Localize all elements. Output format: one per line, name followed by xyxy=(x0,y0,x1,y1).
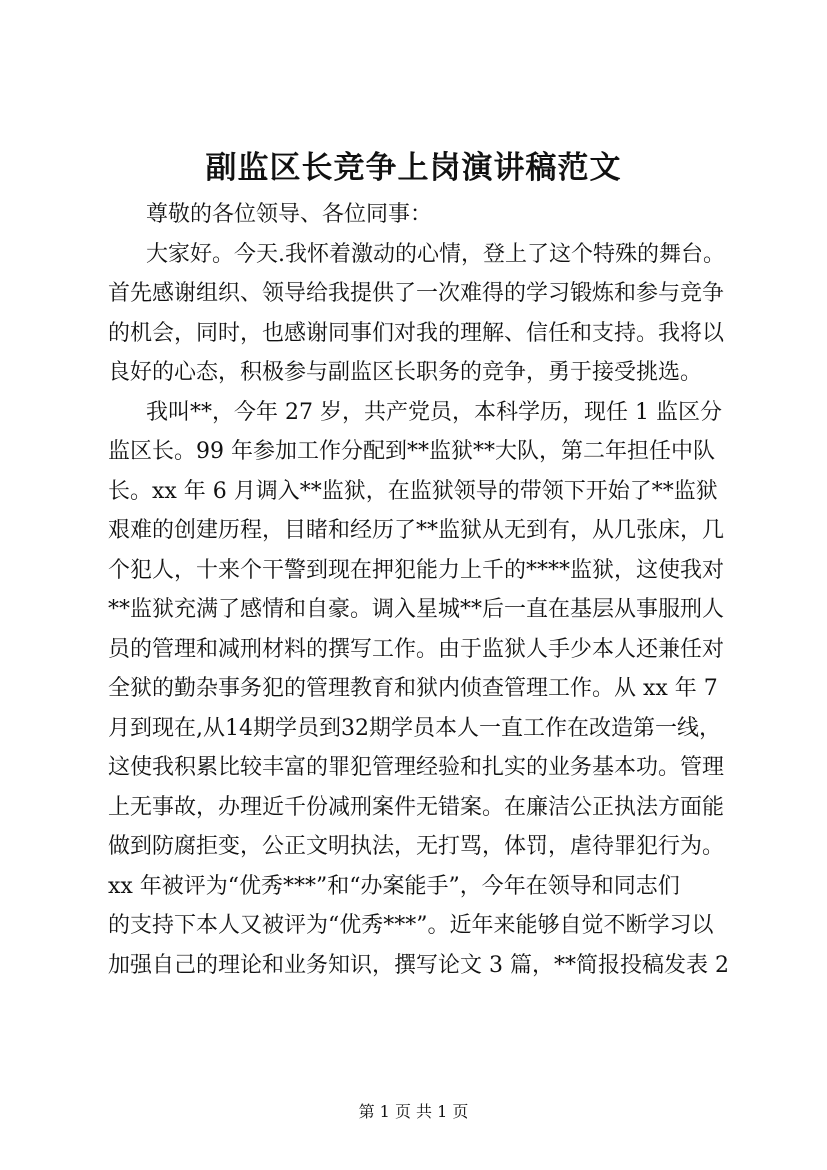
paragraph-line: **监狱充满了感情和自豪。调入星城**后一直在基层从事服刑人 xyxy=(108,597,725,622)
paragraph-line: 上无事故，办理近千份减刑案件无错案。在廉洁公正执法方面能 xyxy=(108,794,725,820)
greeting-line: 尊敬的各位领导、各位同事： xyxy=(146,202,433,227)
paragraph-line: 这使我积累比较丰富的罪犯管理经验和扎实的业务基本功。管理 xyxy=(108,755,725,780)
paragraph-line: 我叫**，今年 27 岁，共产党员，本科学历，现任 1 监区分 xyxy=(146,399,722,425)
paragraph-line: 长。xx 年 6 月调入**监狱，在监狱领导的带领下开始了**监狱 xyxy=(108,478,718,504)
paragraph-line: 的支持下本人又被评为“优秀***”。近年来能够自觉不断学习以 xyxy=(108,913,714,938)
paragraph-line: 全狱的勤杂事务犯的管理教育和狱内侦查管理工作。从 xx 年 7 xyxy=(108,676,718,701)
paragraph-line: 监区长。99 年参加工作分配到**监狱**大队，第二年担任中队 xyxy=(108,439,715,464)
paragraph-line: 的机会，同时，也感谢同事们对我的理解、信任和支持。我将以 xyxy=(108,320,725,346)
paragraph-line: 艰难的创建历程，目睹和经历了**监狱从无到有，从几张床，几 xyxy=(108,518,725,543)
paragraph-line: 大家好。今天.我怀着激动的心情，登上了这个特殊的舞台。 xyxy=(146,241,725,267)
paragraph-line: 做到防腐拒变，公正文明执法，无打骂，体罚，虐待罪犯行为。 xyxy=(108,834,725,859)
paragraph-line: xx 年被评为“优秀***”和“办案能手”，今年在领导和同志们 xyxy=(108,873,680,899)
document-title: 副监区长竞争上岗演讲稿范文 xyxy=(205,150,622,186)
paragraph-line: 月到现在,从14期学员到32期学员本人一直工作在改造第一线， xyxy=(108,715,721,741)
page-footer: 第 1 页 共 1 页 xyxy=(358,1102,469,1121)
paragraph-line: 员的管理和减刑材料的撰写工作。由于监狱人手少本人还兼任对 xyxy=(108,636,725,662)
paragraph-line: 首先感谢组织、领导给我提供了一次难得的学习锻炼和参与竞争 xyxy=(108,281,725,306)
paragraph-line: 良好的心态，积极参与副监区长职务的竞争，勇于接受挑选。 xyxy=(108,360,703,385)
paragraph-line: 个犯人，十来个干警到现在押犯能力上千的****监狱，这使我对 xyxy=(108,557,725,583)
paragraph-line: 加强自己的理论和业务知识，撰写论文 3 篇，**简报投稿发表 2 xyxy=(108,952,729,978)
document-body xyxy=(108,195,744,985)
